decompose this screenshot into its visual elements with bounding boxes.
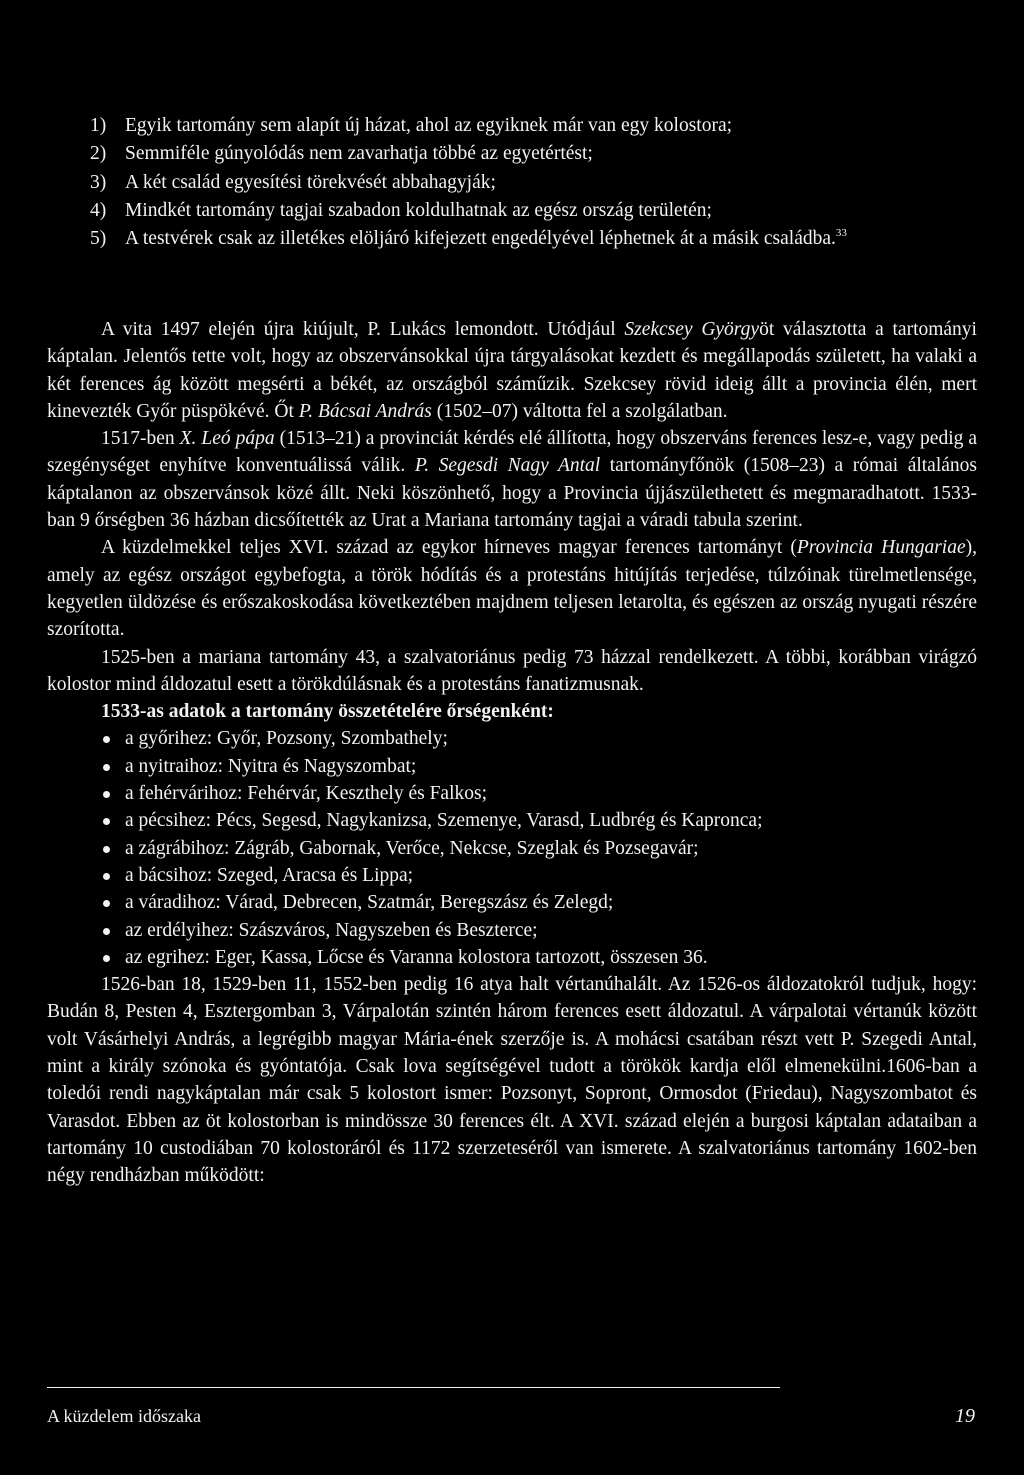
list-number: 1) xyxy=(90,115,107,136)
bullet-item xyxy=(47,889,977,916)
paragraph: 1526-ban 18, 1529-ben 11, 1552-ben pedig 16 atya halt vértanúhalált. Az 1526-os áldozatokról tudjuk, hogy: Budán 8, Pesten 4, Esztergomban 3, Várpalotán szintén három ferences esett áldozatul. A várpalotai vértanúk között volt Vásárhelyi András, a legrégibb magyar Mária-ének szerzője is. A mohácsi csatában részt vett P. Szegedi Antal, mint a király szónoka és gyóntatója. Csak lova segítségével tudott a törökök kardja elől elmenekülni.1606-ban a toledói rendi nagykáptalan már csak 5 kolostort ismer: Pozsonyt, Sopront, Ormosdot (Friedau), Nagyszombatot és Varasdot. Ebben az öt kolostorban is mindössze 30 ferences élt. A XVI. század elején a burgosi káptalan adataiban a tartomány 10 custodiában 70 kolostoráról és 1172 szerzeteséről van ismerete. A szalvatoriánus tartomány 1602-ben négy rendházban működött: xyxy=(47,974,977,1187)
bullet-text: a zágrábihoz: Zágráb, Gabornak, Verőce, Nekcse, Szeglak és Pozsegavár; xyxy=(125,837,699,859)
list-item xyxy=(47,169,977,197)
list-item xyxy=(47,197,977,225)
list-text: A testvérek csak az illetékes elöljáró kifejezett engedélyével léphetnek át a másik családba. xyxy=(125,228,836,250)
bullet-list xyxy=(47,725,977,971)
bullet-text: az egrihez: Eger, Kassa, Lőcse és Varanna kolostora tartozott, összesen 36. xyxy=(125,946,708,968)
text-run: tartományfőnök (1508–23) a római általános káptalanon az obszervánsok közé állt. Neki köszönhető, hogy a Provincia újjászülethetett és megmaradhatott. 1533-ban 9 őrségben 36 házban dicsőítették az Urat a Mariana tartomány tagjai a váradi tabula szerint. xyxy=(47,455,978,532)
bullet-dot xyxy=(103,955,110,962)
bullet-dot xyxy=(103,818,110,825)
text-run: (1513–21) a provinciát kérdés elé állította, hogy obszerváns ferences lesz-e, vagy pedig a szegénységet enyhítve konventuálissá válik. xyxy=(47,428,977,477)
footnote-marker: 33 xyxy=(835,227,847,240)
list-number: 4) xyxy=(90,199,107,221)
list-text: A két család egyesítési törekvését abbahagyják; xyxy=(125,171,496,193)
bullet-dot xyxy=(103,791,110,798)
text-run: (1502–07) váltotta fel a szolgálatban. xyxy=(431,400,728,422)
list-text: Egyik tartomány sem alapít új házat, ahol az egyiknek már van egy kolostora; xyxy=(125,115,733,136)
bullet-item xyxy=(47,780,977,807)
list-item xyxy=(47,225,977,253)
running-footer: A küzdelem időszaka xyxy=(47,1406,201,1426)
italic-name: X. Leó pápa xyxy=(179,428,275,450)
bullet-text: a pécsihez: Pécs, Segesd, Nagykanizsa, Szemenye, Varasd, Ludbrég és Kapronca; xyxy=(125,810,763,832)
list-number: 5) xyxy=(90,228,107,250)
list-item xyxy=(47,140,977,168)
bullet-item xyxy=(47,862,977,889)
italic-name: P. Segesdi Nagy Antal xyxy=(414,455,601,477)
bullet-dot xyxy=(103,736,110,743)
list-number: 3) xyxy=(90,171,107,193)
footer-divider xyxy=(47,1387,780,1388)
text-run: A küzdelmekkel teljes XVI. század az egykor hírneves magyar ferences tartományt ( xyxy=(101,537,797,559)
page-number: 19 xyxy=(955,1405,975,1427)
bullet-text: a győrihez: Győr, Pozsony, Szombathely; xyxy=(125,728,448,750)
text-run: A vita 1497 elején újra kiújult, P. Lukács lemondott. Utódjául xyxy=(101,319,625,340)
paragraph xyxy=(47,316,977,425)
bullet-item xyxy=(47,725,977,752)
paragraph xyxy=(47,534,977,643)
body-text xyxy=(47,316,977,1190)
bullet-item xyxy=(47,807,977,834)
bullet-item xyxy=(47,944,977,971)
bullet-item xyxy=(47,753,977,780)
bullet-dot xyxy=(103,928,110,935)
list-text: Mindkét tartomány tagjai szabadon koldulhatnak az egész ország területén; xyxy=(125,199,712,221)
italic-name: Szekcsey György xyxy=(624,319,760,340)
bullet-item xyxy=(47,917,977,944)
text-run: 1517-ben xyxy=(101,428,180,450)
bullet-text: a fehérvárihoz: Fehérvár, Keszthely és Falkos; xyxy=(125,783,487,805)
italic-name: Provincia Hungariae xyxy=(796,537,966,559)
paragraph: 1525-ben a mariana tartomány 43, a szalvatoriánus pedig 73 házzal rendelkezett. A többi, korábban virágzó kolostor mind áldozatul esett a törökdúlásnak és a protestáns fanatizmusnak. xyxy=(47,646,977,695)
list-text: Semmiféle gúnyolódás nem zavarhatja többé az egyetértést; xyxy=(125,143,593,165)
bullet-text: a váradihoz: Várad, Debrecen, Szatmár, Beregszász és Zelegd; xyxy=(125,892,614,914)
section-heading: 1533-as adatok a tartomány összetételére őrségenként: xyxy=(101,701,554,723)
bullet-text: a bácsihoz: Szeged, Aracsa és Lippa; xyxy=(125,864,414,886)
text-run: ), amely az egész országot egybefogta, a török hódítás és a protestáns hitújítás terjedése, túlzóinak türelmetlensége, kegyetlen üldözése és erőszakoskodása következtében majdnem teljesen letarolta, és egészen az ország nyugati részére szorította. xyxy=(47,537,977,641)
text-run: öt választotta a tartományi káptalan. Jelentős tette volt, hogy az obszervánsokkal újra tárgyalásokat kezdett és megállapodás született, ha valaki a két ferences ág között megsérti a békét, az országból száműzik. Szekcsey rövid ideig állt a provincia élén, mert kinevezték Győr püspökévé. Őt xyxy=(47,319,977,422)
bullet-dot xyxy=(103,900,110,907)
list-item xyxy=(47,112,977,140)
bullet-dot xyxy=(103,873,110,880)
paragraph xyxy=(47,425,977,534)
numbered-list xyxy=(47,112,977,253)
italic-name: P. Bácsai András xyxy=(298,400,432,422)
bullet-text: a nyitraihoz: Nyitra és Nagyszombat; xyxy=(125,755,417,777)
bullet-dot xyxy=(103,764,110,771)
list-number: 2) xyxy=(90,143,107,165)
bullet-text: az erdélyihez: Szászváros, Nagyszeben és Beszterce; xyxy=(125,919,538,941)
bullet-dot xyxy=(103,846,110,853)
bullet-item xyxy=(47,835,977,862)
